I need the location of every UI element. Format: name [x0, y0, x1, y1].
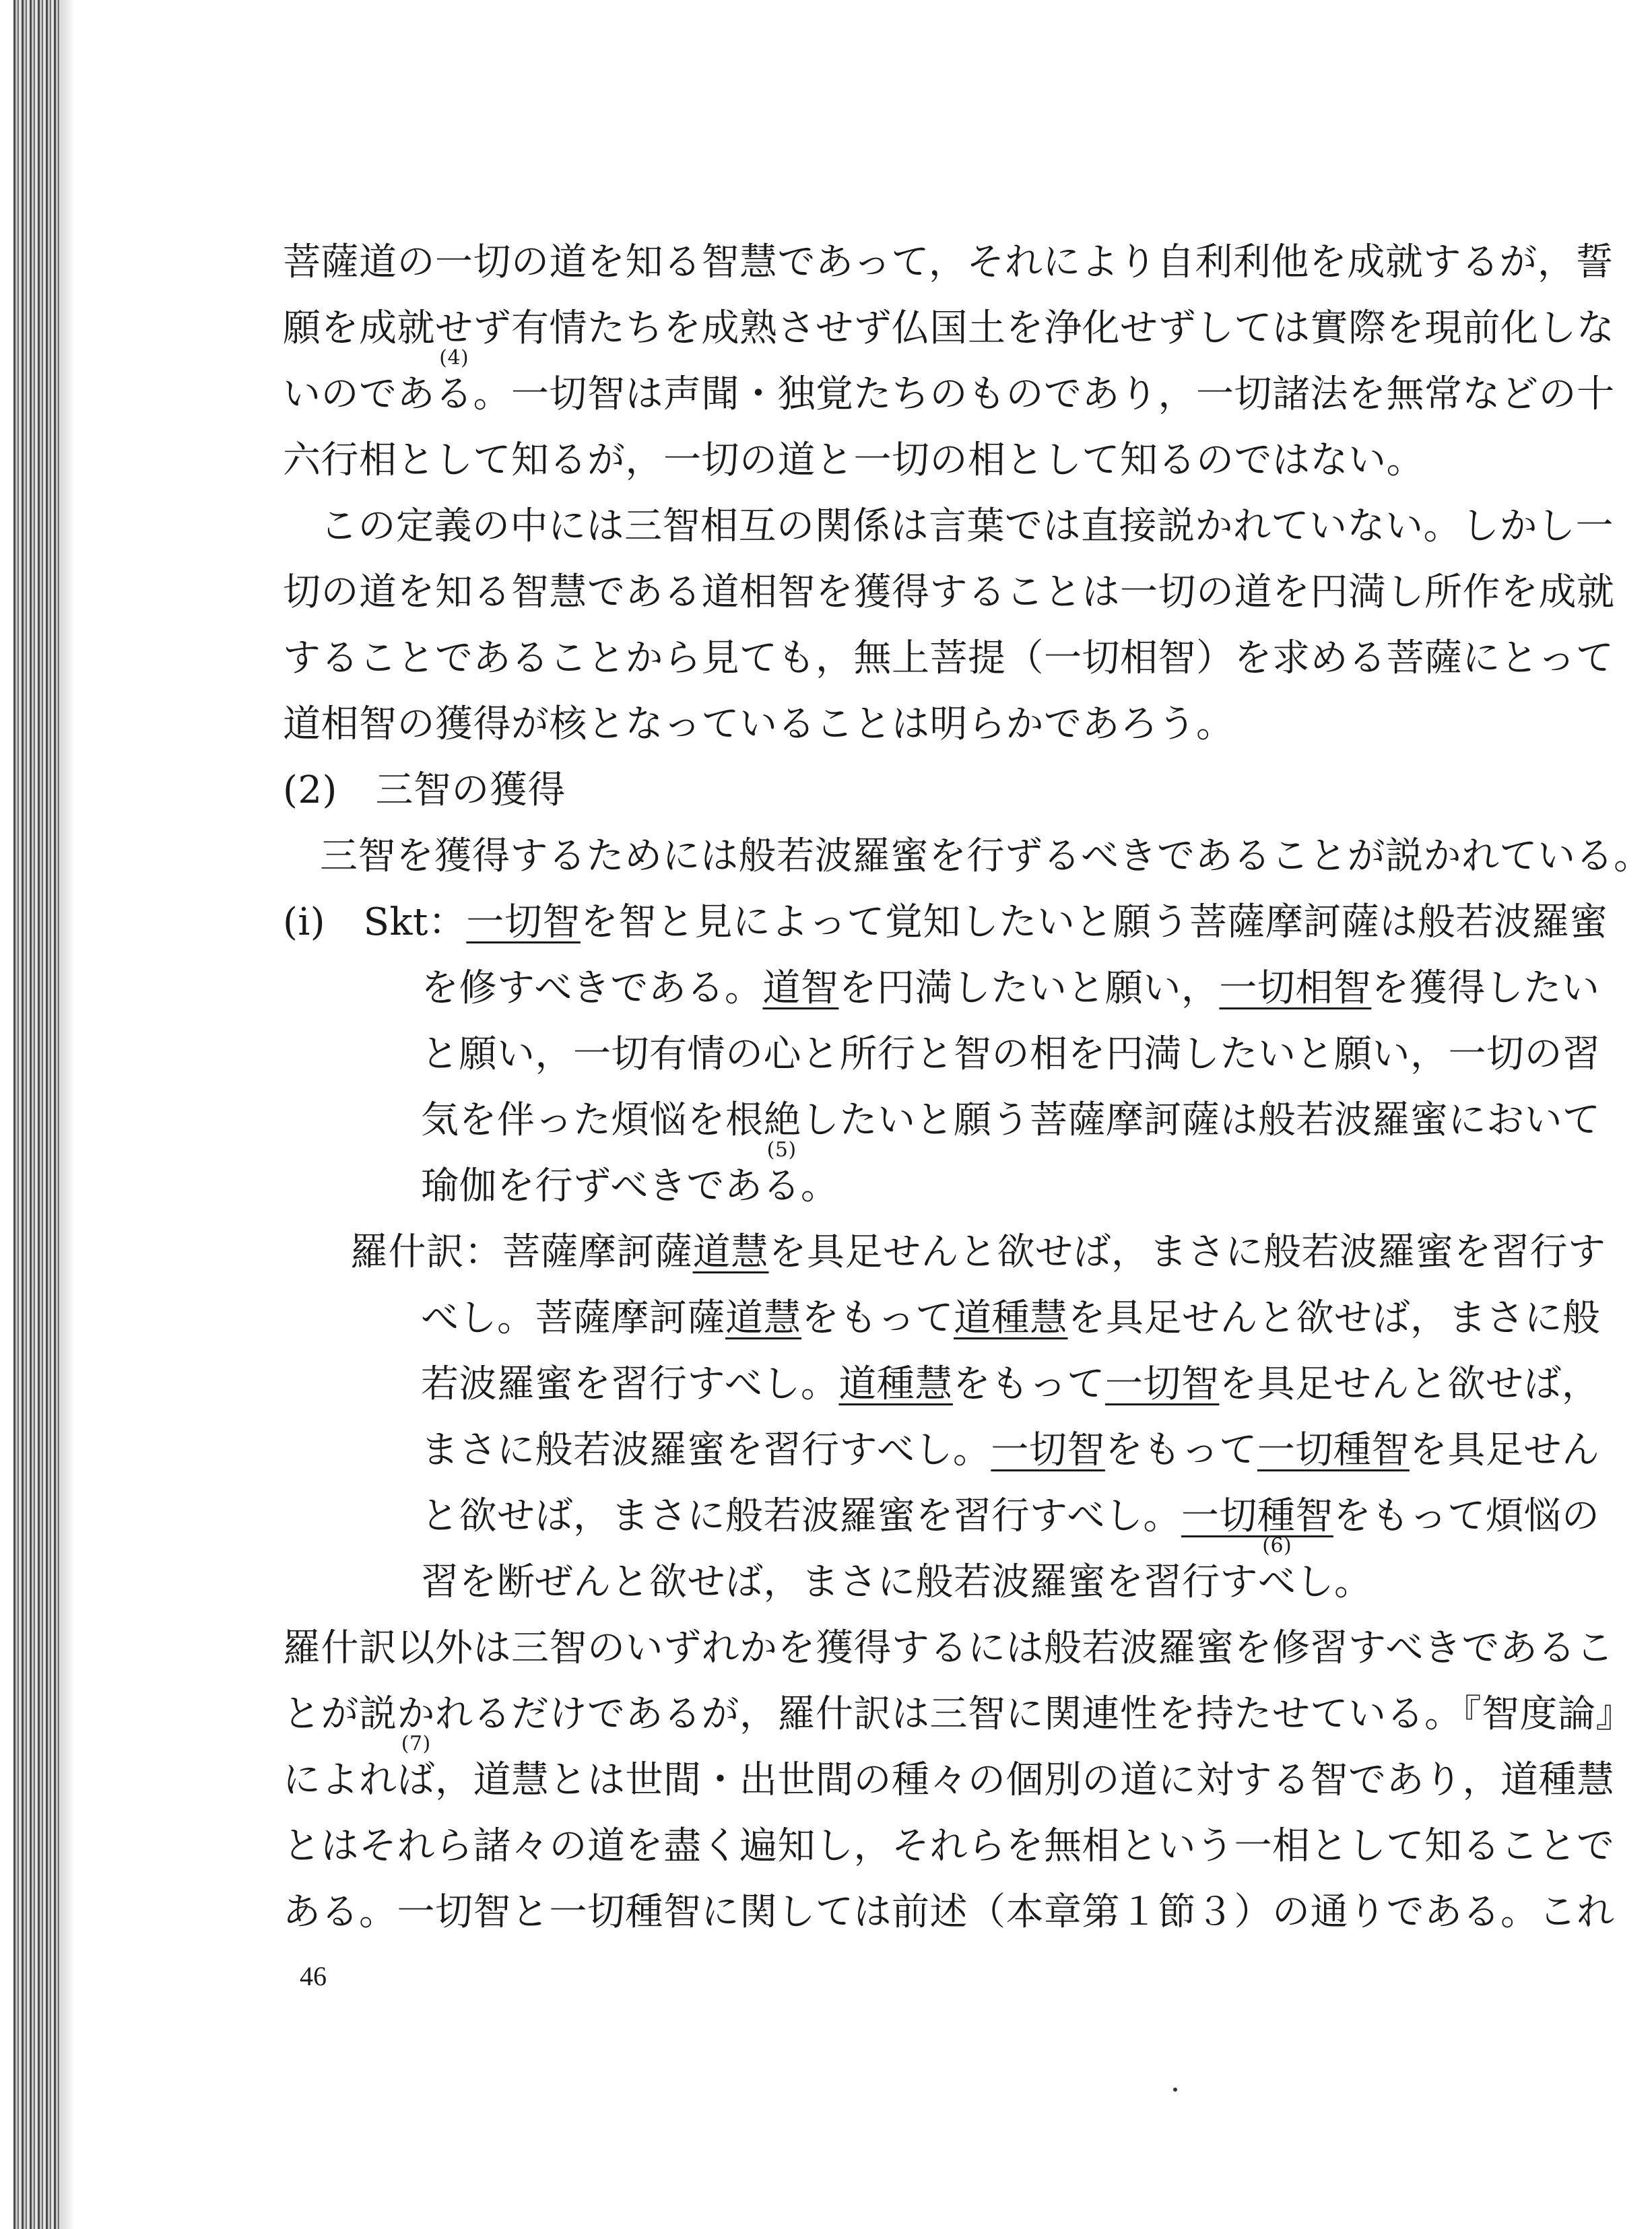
underlined-term: 道種慧: [838, 1362, 953, 1406]
text-span: 習を断ぜんと欲せば，まさに般若波羅蜜を習行す: [421, 1560, 1258, 1604]
text-span: る: [435, 372, 473, 416]
text-span: を円満したいと願い，: [838, 966, 1220, 1010]
text-span: をもって煩悩の: [1333, 1494, 1600, 1538]
scan-speck: [1173, 2088, 1177, 2092]
text-line: [283, 346, 1615, 418]
text-span: を修すべきである。: [421, 966, 763, 1010]
quote-label: (i) Skt：: [283, 900, 467, 944]
text-span: 菩薩摩訶薩: [502, 1230, 693, 1274]
text-span: 。一切智は声聞・独覚たちのものであり，一切諸法を無常などの十: [473, 372, 1615, 416]
text-span: を具足せんと欲せば，: [1219, 1362, 1600, 1406]
quote-line: [421, 1295, 1601, 1342]
quote-line: [421, 1427, 1599, 1474]
underlined-term: 一切智: [466, 900, 581, 944]
quote-line: [350, 1229, 1606, 1276]
text-span: することであることから見ても，無上菩提（一切相智）を求める菩薩にとって: [283, 636, 1614, 680]
text-span: を具足せんと欲せば，まさに般: [1067, 1296, 1601, 1340]
text-span: 瑜伽を行ずべきであ: [421, 1164, 763, 1208]
quote-line: [421, 1097, 1601, 1144]
text-span: をもって: [1104, 1428, 1257, 1472]
text-span: 三智を獲得するためには般若波羅蜜を行ずるべきであることが説かれている。: [320, 834, 1652, 878]
page-number: 46: [300, 1961, 327, 1991]
text-line: [283, 1691, 1634, 1738]
quote-line: [421, 1138, 839, 1210]
text-span: べ: [1258, 1560, 1296, 1604]
text-line: [320, 833, 1652, 880]
text-span: を智と見によって覚知したいと願う菩薩摩訶薩は般若波羅蜜: [580, 900, 1608, 944]
text-span: 気を伴った煩悩を根絶したいと願う菩薩摩訶薩は般若波羅蜜において: [421, 1098, 1601, 1142]
footnote-ref-4: (4): [439, 346, 469, 370]
footnote-ref-6: (6): [1262, 1534, 1292, 1558]
text-span: し。: [1296, 1560, 1373, 1604]
underlined-term: 一切相智: [1219, 966, 1372, 1010]
quote-line: [421, 1031, 1601, 1078]
quote-line: [421, 1493, 1599, 1540]
text-line: [283, 239, 1614, 286]
text-span: 菩薩道の一切の道を知る智慧であって，それにより自利利他を成就するが，誓: [283, 240, 1614, 284]
footnote-ref-5: (5): [766, 1138, 797, 1162]
text-span: 切の道を知る智慧である道相智を獲得することは一切の道を円満し所作を成就: [283, 570, 1615, 614]
text-span: べし。菩薩摩訶薩: [421, 1296, 725, 1340]
quote-line: [421, 1534, 1373, 1606]
footnote-anchor: [762, 1138, 801, 1210]
footnote-ref-7: (7): [401, 1732, 431, 1756]
text-span: 六行相として知るが，一切の道と一切の相として知るのではない。: [283, 438, 1424, 482]
text-span: いのであ: [283, 372, 435, 416]
text-line: [283, 305, 1615, 352]
text-span: ある。一切智と一切種智に関しては前述（本章第１節３）の通りである。これ: [283, 1890, 1615, 1934]
quote-line: [283, 899, 1608, 946]
underlined-term: 道慧: [725, 1296, 801, 1340]
text-span: によれ: [283, 1758, 397, 1802]
text-span: ，道慧とは世間・出世間の種々の個別の道に対する智であり，道種慧: [435, 1758, 1615, 1802]
quote-line: [421, 965, 1599, 1012]
underlined-term: 一切種智: [1257, 1428, 1410, 1472]
text-line: [320, 503, 1614, 550]
quote-line: [421, 1361, 1599, 1408]
footnote-anchor: [435, 346, 473, 418]
text-line: [283, 635, 1614, 682]
text-span: 羅什訳以外は三智のいずれかを獲得するには般若波羅蜜を修習すべきであるこ: [283, 1626, 1614, 1670]
text-span: ば: [397, 1758, 435, 1802]
quote-label: 羅什訳：: [350, 1230, 502, 1274]
text-span: をもって: [801, 1296, 954, 1340]
text-span: とはそれら諸々の道を盡く遍知し，それらを無相という一相として知ることで: [283, 1824, 1615, 1868]
text-span: 若波羅蜜を習行すべし。: [421, 1362, 839, 1406]
footnote-anchor: [1258, 1534, 1296, 1606]
section-heading-text: (2) 三智の獲得: [283, 768, 566, 812]
underlined-term: 道慧: [692, 1230, 769, 1274]
underlined-term: 一切智: [1104, 1362, 1220, 1406]
underlined-term: 道智: [762, 966, 839, 1010]
text-line: [283, 569, 1615, 616]
text-span: と欲せば，まさに般若波羅蜜を習行すべし。: [421, 1494, 1181, 1538]
text-span: を具足せん: [1409, 1428, 1600, 1472]
text-span: 。: [800, 1164, 839, 1208]
text-span: この定義の中には三智相互の関係は言葉では直接説かれていない。しかし一: [320, 504, 1614, 548]
text-line: [283, 1732, 1615, 1804]
section-heading: [283, 767, 566, 814]
text-line: [283, 1625, 1614, 1672]
text-span: を具足せんと欲せば，まさに般若波羅蜜を習行す: [768, 1230, 1606, 1274]
text-span: 道相智の獲得が核となっていることは明らかであろう。: [283, 702, 1234, 746]
text-line: [283, 437, 1424, 484]
text-span: をもって: [952, 1362, 1105, 1406]
footnote-anchor: [397, 1732, 436, 1804]
underlined-term: 一切種智: [1181, 1494, 1333, 1538]
text-span: とが説かれるだけであるが，羅什訳は三智に関連性を持たせている。『智度論』: [283, 1692, 1634, 1736]
text-span: 願を成就せず有情たちを成熟させず仏国土を浄化せずしては實際を現前化しな: [283, 306, 1615, 350]
text-span: る: [762, 1164, 801, 1208]
text-span: まさに般若波羅蜜を習行すべし。: [421, 1428, 991, 1472]
underlined-term: 一切智: [991, 1428, 1105, 1472]
text-span: と願い，一切有情の心と所行と智の相を円満したいと願い，一切の習: [421, 1032, 1601, 1076]
text-line: [283, 701, 1234, 748]
underlined-term: 道種慧: [954, 1296, 1068, 1340]
text-line: [283, 1889, 1615, 1936]
text-line: [283, 1823, 1615, 1870]
text-span: を獲得したい: [1371, 966, 1600, 1010]
